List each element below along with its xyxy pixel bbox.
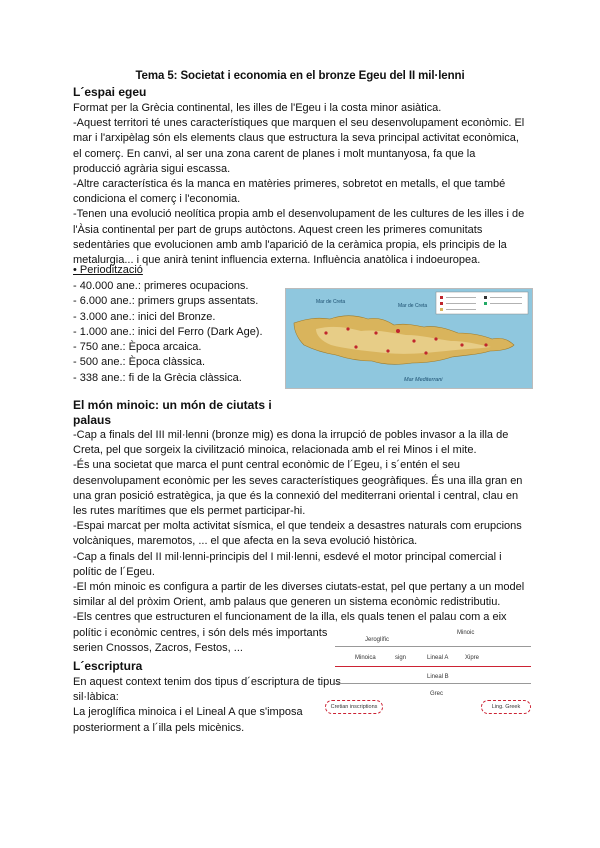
- heading-mon-minoic-2: palaus: [73, 413, 112, 427]
- text-line: -Altre característica és la manca en matèries primeres, sobretot en metalls, el que també: [73, 178, 506, 191]
- map-legend: [436, 292, 528, 314]
- site-marker: [412, 339, 415, 342]
- diagram-label-row2c: Lineal A: [427, 655, 449, 661]
- period-item: - 750 ane.: Època arcaica.: [73, 341, 202, 354]
- map-label-sea-north: Mar de Creta: [398, 303, 428, 309]
- site-marker: [324, 331, 327, 334]
- heading-espai-egeu: L´espai egeu: [73, 85, 147, 99]
- text-line: -Els centres que estructuren el funcionament de la illa, els quals tenen el palau com a eix: [73, 611, 507, 624]
- period-item: - 1.000 ane.: inici del Ferro (Dark Age).: [73, 325, 263, 338]
- text-line: sedentàries que evolucionen amb amb l'aparició de la ceràmica propia, els principis de la: [73, 238, 507, 251]
- periodization-title: • Periodització: [73, 264, 143, 276]
- map-label-sea-south: Mar Mediterrani: [404, 377, 443, 383]
- scripts-diagram: [330, 625, 531, 725]
- diagram-label-row2b: sign: [395, 655, 407, 661]
- text-line: mar i l'arxipèlag són els elements claus que estructura la seva principal activitat econòmica,: [73, 132, 519, 145]
- legend-swatch: [440, 308, 443, 311]
- periodization-list: [73, 279, 263, 386]
- text-line: La jeroglífica minoica i el Lineal A que s'imposa: [73, 706, 303, 719]
- text-line: volcàniques, maremotos, ... el que afecta en la seva evolució històrica.: [73, 535, 418, 548]
- period-item: - 6.000 ane.: primers grups assentats.: [73, 295, 259, 308]
- legend-swatch: [440, 302, 443, 305]
- period-item: - 500 ane.: Època clàssica.: [73, 356, 206, 369]
- text-line: Format per la Grècia continental, les illes de l'Egeu i la costa minor asiàtica.: [73, 102, 442, 114]
- text-line: En aquest context tenim dos tipus d´escriptura de tipus: [73, 676, 341, 688]
- text-line: les rutes marítimes que els permet participar-hi.: [73, 505, 306, 518]
- diagram-pill-right: Ling. Greek: [481, 700, 531, 714]
- text-line: serien Cnossos, Zacros, Festos, ...: [73, 641, 243, 654]
- text-line: Creta, pel que sorgeix la civilització minoica, relacionada amb el rei Minos i el mite.: [73, 444, 477, 457]
- legend-swatch: [484, 302, 487, 305]
- text-line: sil·làbica:: [73, 691, 119, 704]
- period-item: - 338 ane.: fi de la Grècia clàssica.: [73, 371, 242, 384]
- text-line: -Cap a finals del III mil·lenni (bronze mig) es dona la irrupció de pobles invasor a la illa de: [73, 429, 509, 441]
- diagram-label-row2d: Xipre: [465, 655, 480, 661]
- text-line: -Espai marcat per molta activitat sísmica, el que tendeix a desastres naturals com erupcions: [73, 520, 522, 533]
- text-line: similar al del pròxim Orient, amb palaus que generen un sistema econòmic redistributiu.: [73, 596, 501, 609]
- site-marker: [354, 345, 357, 348]
- legend-swatch: [484, 296, 487, 299]
- text-line: una gran posició estratègica, ja que és la connexió del mediterrani oriental i central, clau en: [73, 489, 519, 502]
- diagram-label-row4: Grec: [430, 691, 444, 697]
- crete-map: [285, 288, 533, 389]
- text-line: -El món minoic es configura a partir de les diverses ciutats-estat, pel que pertany a un model: [73, 581, 525, 594]
- document-title: Tema 5: Societat i economia en el bronze Egeu del II mil·lenni: [135, 70, 465, 82]
- paragraph-espai-egeu: [73, 101, 533, 268]
- diagram-rule: [335, 683, 531, 684]
- text-line: -Cap a finals del II mil·lenni-principis del I mil·lenni, esdevé el motor principal comercial i: [73, 550, 502, 563]
- paragraph-escriptura: [73, 675, 341, 736]
- diagram-label-col1: Jeroglífic: [365, 637, 390, 643]
- text-line: producció agrària sigui escassa.: [73, 162, 231, 175]
- heading-mon-minoic-1: El món minoic: un món de ciutats i: [73, 398, 272, 412]
- heading-escriptura: L´escriptura: [73, 659, 143, 673]
- text-line: posteriorment a l´illa pels micènics.: [73, 721, 245, 734]
- text-line: condiciona el comerç i l'economia.: [73, 193, 241, 206]
- text-line: -Aquest territori té unes característiques que marquen el seu desenvolupament econòmic. El: [73, 117, 525, 130]
- site-marker: [424, 351, 427, 354]
- period-item: - 40.000 ane.: primeres ocupacions.: [73, 280, 249, 292]
- text-line: -És una societat que marca el punt central econòmic de l´Egeu, i s´entén el seu: [73, 459, 461, 472]
- text-line: polític i econòmic centres, i són dels més importants: [73, 626, 328, 639]
- text-line: metalurgia... i que anirà tenint influencia externa. Influència anatòlica i indoeuropea.: [73, 254, 481, 267]
- site-marker: [460, 343, 463, 346]
- diagram-label-row3: Lineal B: [427, 674, 449, 680]
- map-label-sea-west: Mar de Creta: [316, 299, 346, 305]
- site-marker: [396, 329, 400, 333]
- diagram-label-top: Minoic: [457, 630, 475, 636]
- text-line: desenvolupament econòmic per les seves característiques geogràfiques. És una illa gran en: [73, 474, 523, 487]
- diagram-label-row2a: Minoica: [355, 655, 376, 661]
- site-marker: [374, 331, 377, 334]
- diagram-pill-left: Cretian inscriptions: [325, 700, 383, 714]
- site-marker: [346, 327, 349, 330]
- legend-swatch: [440, 296, 443, 299]
- diagram-rule: [335, 646, 531, 647]
- text-line: l'Àsia continental per part de grups autòctons. Aquest creen les primeres comunitats: [73, 223, 483, 236]
- text-line: polític de l´Egeu.: [73, 565, 155, 578]
- site-marker: [434, 337, 437, 340]
- period-item: - 3.000 ane.: inici del Bronze.: [73, 310, 216, 323]
- paragraph-mon-minoic: [73, 428, 533, 656]
- site-marker: [386, 349, 389, 352]
- text-line: el comerç. En canvi, al ser una zona carent de planes i molt muntanyosa, fa que la: [73, 147, 476, 160]
- text-line: -Tenen una evolució neolítica propia amb el desenvolupament de les cultures de les illes i de: [73, 208, 525, 221]
- site-marker: [484, 343, 487, 346]
- crete-map-graphic: [286, 289, 532, 388]
- diagram-rule-red: [335, 666, 531, 667]
